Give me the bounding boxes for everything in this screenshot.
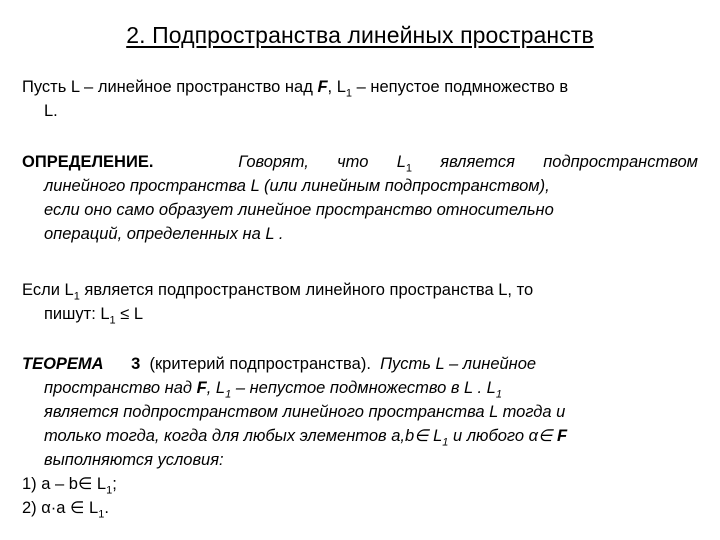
definition-line-1 — [22, 150, 698, 174]
field-symbol: F — [196, 379, 207, 397]
theorem-number: 3 — [131, 355, 141, 373]
intro-text: Пусть L – линейное пространство над — [22, 78, 318, 96]
theorem-text: пространство над — [44, 379, 197, 397]
condition-text: 2) α·a ∈ L — [22, 499, 99, 517]
intro-line-2: L. — [44, 102, 58, 120]
theorem-line-4 — [22, 424, 698, 448]
definition-line-3: если оно само образует линейное пространство относительно — [44, 201, 554, 219]
subscript: 1 — [73, 290, 80, 303]
condition-text: ; — [112, 475, 117, 493]
subscript: 1 — [98, 508, 105, 521]
subscript: 1 — [106, 484, 113, 497]
intro-text: – непустое подмножество в — [352, 78, 569, 96]
condition-1 — [22, 472, 698, 496]
condition-text: . — [104, 499, 109, 517]
field-symbol: F — [557, 427, 568, 445]
notation-text: ≤ L — [115, 305, 144, 323]
notation-line-1 — [22, 278, 698, 302]
notation-paragraph — [22, 278, 698, 326]
notation-text: является подпространством линейного пространства L, то — [79, 281, 534, 299]
theorem-text: , L — [206, 379, 226, 397]
notation-text: Если L — [22, 281, 74, 299]
subscript: 1 — [495, 388, 502, 401]
definition-text: Говорят, что L — [238, 153, 406, 171]
subscript: 1 — [405, 162, 413, 175]
subscript: 1 — [345, 87, 353, 100]
intro-line-1 — [22, 75, 698, 99]
condition-2 — [22, 496, 698, 520]
theorem-label: ТЕОРЕМА — [22, 355, 104, 373]
theorem-text: – непустое подмножество в L . L — [231, 379, 496, 397]
field-symbol: F — [317, 78, 328, 96]
theorem-line-3: является подпространством линейного пространства L тогда и — [44, 403, 566, 421]
theorem-paragraph — [22, 352, 698, 520]
theorem-text: (критерий подпространства). — [149, 355, 371, 373]
theorem-text: и любого α∈ — [448, 427, 558, 445]
intro-text: , L — [327, 78, 346, 96]
definition-text: является подпространством — [412, 153, 698, 171]
subscript: 1 — [109, 314, 116, 327]
theorem-line-1 — [22, 352, 698, 376]
definition-paragraph — [22, 150, 698, 246]
theorem-line-2 — [22, 376, 698, 400]
slide-title: 2. Подпространства линейных пространств — [126, 22, 594, 48]
intro-paragraph — [22, 75, 698, 123]
subscript: 1 — [225, 388, 232, 401]
definition-label: ОПРЕДЕЛЕНИЕ. — [22, 153, 154, 171]
theorem-text: только тогда, когда для любых элементов a,b∈ L — [44, 427, 443, 445]
definition-line-4: операций, определенных на L . — [44, 225, 284, 243]
notation-line-2 — [22, 302, 698, 326]
theorem-line-5: выполняются условия: — [44, 451, 224, 469]
theorem-text: Пусть L – линейное — [380, 355, 537, 373]
definition-line-2: линейного пространства L (или линейным подпространством), — [44, 177, 550, 195]
subscript: 1 — [442, 436, 449, 449]
condition-text: 1) a – b∈ L — [22, 475, 107, 493]
notation-text: пишут: L — [44, 305, 110, 323]
